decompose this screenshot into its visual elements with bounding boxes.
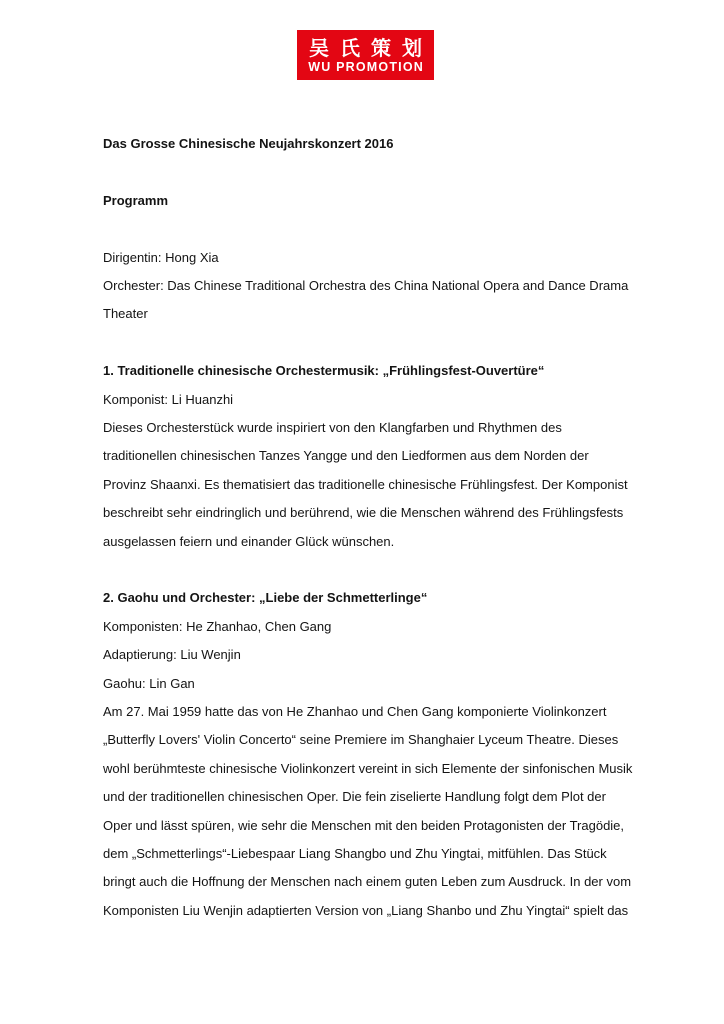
orchestra-line-2: Theater	[103, 306, 148, 322]
piece-2-soloist: Gaohu: Lin Gan	[103, 675, 195, 691]
text-line: wohl berühmteste chinesische Violinkonzert vereint in sich Elemente der sinfonischen Musik	[103, 760, 633, 776]
text-line: und der traditionellen chinesischen Oper. Die fein ziselierte Handlung folgt dem Plot der	[103, 789, 606, 805]
text-line: dem „Schmetterlings“-Liebespaar Liang Shangbo und Zhu Yingtai, mitfühlen. Das Stück	[103, 846, 607, 861]
piece-1-composer: Komponist: Li Huanzhi	[103, 391, 234, 407]
logo-latin-text: WU PROMOTION	[308, 59, 424, 74]
text-line: beschreibt sehr eindringlich und berührend, wie die Menschen während des Frühlingsfests	[103, 505, 624, 521]
text-line: Oper und lässt spüren, wie sehr die Menschen mit den beiden Protagonisten der Tragödie,	[103, 817, 625, 833]
piece-2-heading: 2. Gaohu und Orchester: „Liebe der Schmetterlinge“	[103, 590, 428, 606]
text-line: ausgelassen feiern und einander Glück wünschen.	[103, 533, 395, 549]
text-line: Komponisten Liu Wenjin adaptierten Version von „Liang Shanbo und Zhu Yingtai“ spielt das	[103, 902, 629, 918]
text-line: „Butterfly Lovers' Violin Concerto“ seine Premiere im Shanghaier Lyceum Theatre. Dieses	[103, 732, 619, 748]
document-title: Das Grosse Chinesische Neujahrskonzert 2016	[103, 136, 394, 151]
piece-2-composers: Komponisten: He Zhanhao, Chen Gang	[103, 618, 332, 634]
wu-promotion-logo	[297, 30, 434, 80]
program-heading: Programm	[103, 192, 169, 208]
logo-chinese-text: 吴氏策划	[309, 37, 433, 60]
piece-2-adaptation: Adaptierung: Liu Wenjin	[103, 647, 241, 663]
text-line: bringt auch die Hoffnung der Menschen nach einem guten Leben zum Ausdruck. In der vom	[103, 874, 632, 890]
piece-1-heading: 1. Traditionelle chinesische Orchestermusik: „Frühlingsfest-Ouvertüre“	[103, 363, 545, 379]
text-line: Provinz Shaanxi. Es thematisiert das traditionelle chinesische Frühlingsfest. Der Komponist	[103, 476, 628, 492]
text-line: traditionellen chinesischen Tanzes Yangge und den Liedformen aus dem Norden der	[103, 448, 589, 464]
orchestra-line: Orchester: Das Chinese Traditional Orchestra des China National Opera and Dance Drama	[103, 278, 629, 293]
text-line: Am 27. Mai 1959 hatte das von He Zhanhao und Chen Gang komponierte Violinkonzert	[103, 704, 607, 719]
conductor-line: Dirigentin: Hong Xia	[103, 249, 219, 265]
text-line: Dieses Orchesterstück wurde inspiriert von den Klangfarben und Rhythmen des	[103, 420, 562, 435]
